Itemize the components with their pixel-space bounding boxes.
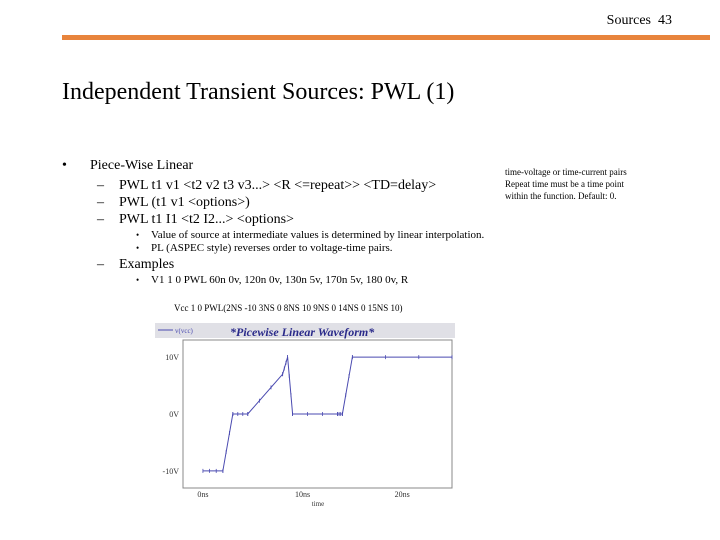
bullet-piece-wise-linear: Piece-Wise Linear (90, 158, 194, 173)
dot-marker: • (136, 243, 140, 253)
form-line-2: PWL (t1 v1 <options>) (119, 195, 250, 210)
dot-marker: • (136, 230, 140, 240)
side-note-line: time-voltage or time-current pairs (505, 167, 627, 177)
dot-marker: • (136, 275, 140, 285)
bullet-marker: • (62, 158, 67, 173)
header-section (607, 13, 672, 29)
note-interpolation: Value of source at intermediate values is determined by linear interpolation. (151, 229, 485, 241)
x-tick-label: 20ns (394, 490, 410, 499)
slide-title: Independent Transient Sources: PWL (1) (62, 79, 455, 105)
y-tick-label: 0V (169, 410, 179, 419)
form-line-3: PWL t1 I1 <t2 I2...> <options> (119, 212, 294, 227)
example-line: V1 1 0 PWL 60n 0v, 120n 0v, 130n 5v, 170n 5v, 180 0v, R (151, 274, 409, 286)
page-number: 43 (658, 13, 672, 28)
pwl-code-line: Vcc 1 0 PWL(2NS -10 3NS 0 8NS 10 9NS 0 14NS 0 15NS 10) (174, 303, 403, 313)
section-name: Sources (606, 13, 651, 28)
dash-marker: – (97, 195, 104, 210)
side-note-line: within the function. Default: 0. (505, 191, 617, 201)
plot-frame (155, 320, 455, 510)
form-line-1: PWL t1 v1 <t2 v2 t3 v3...> <R <=repeat>> <TD=delay> (119, 178, 437, 193)
dash-marker: – (97, 212, 104, 227)
chart-title: *Picewise Linear Waveform* (230, 325, 375, 339)
dash-marker: – (97, 178, 104, 193)
side-note (505, 166, 715, 202)
side-note-line: Repeat time must be a time point (505, 179, 624, 189)
x-tick-label: 0ns (197, 490, 209, 499)
x-tick-label: 10ns (294, 490, 311, 499)
y-tick-label: -10V (162, 466, 179, 476)
legend-label: v(vcc) (175, 327, 193, 335)
pwl-waveform-plot (155, 320, 455, 510)
x-axis-label: time (311, 500, 325, 508)
y-tick-label: 10V (165, 353, 179, 363)
header-rule (62, 35, 710, 40)
note-aspec: PL (ASPEC style) reverses order to voltage-time pairs. (151, 242, 393, 254)
examples-label: Examples (119, 257, 175, 272)
dash-marker: – (97, 257, 104, 272)
